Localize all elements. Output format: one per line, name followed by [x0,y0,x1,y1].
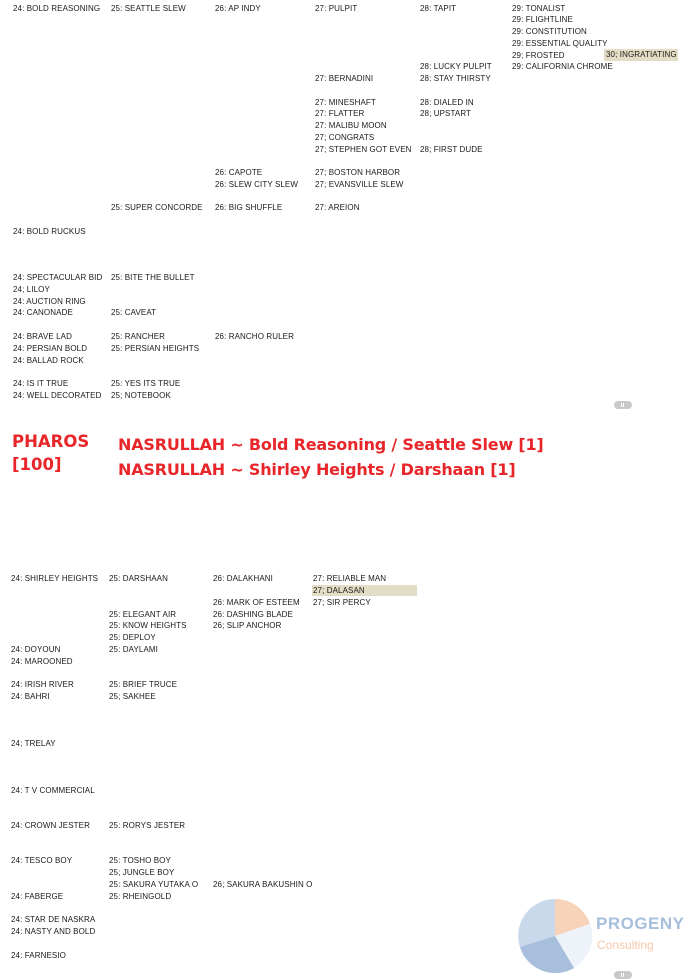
gen27-entry: 27: PULPIT [315,4,358,13]
gen25-entry: 25; SAKHEE [109,692,156,701]
gen25-entry: 25: RORYS JESTER [109,821,186,830]
gen27-entry: 27; STEPHEN GOT EVEN [315,145,412,154]
gen25-entry: 25: DARSHAAN [109,574,168,583]
gen24-entry: 24: CROWN JESTER [11,821,90,830]
gen29-entry: 29: FLIGHTLINE [512,15,573,24]
gen27-entry: 27; EVANSVILLE SLEW [315,180,404,189]
gen25-entry: 25: BRIEF TRUCE [109,680,178,689]
gen27-entry: 27; SIR PERCY [313,598,371,607]
gen29-entry: 29; FROSTED [512,51,565,60]
gen28-entry: 28: STAY THIRSTY [420,74,491,83]
gen27-entry: 27; CONGRATS [315,133,375,142]
gen25-entry: 25: KNOW HEIGHTS [109,621,187,630]
pharos-heading [12,430,89,476]
gen24-entry: 24: FABERGE [11,892,64,901]
gen24-entry: 24: MAROONED [11,657,73,666]
gen25-entry: 25; NOTEBOOK [111,391,171,400]
gen24-entry: 24: BALLAD ROCK [13,356,84,365]
gen28-entry: 28: TAPIT [420,4,457,13]
gen24-entry: 24: T V COMMERCIAL [11,786,95,795]
gen24-entry: 24: BOLD RUCKUS [13,227,86,236]
gen25-entry: 25: SEATTLE SLEW [111,4,186,13]
gen28-entry: 28; FIRST DUDE [420,145,483,154]
logo-subtitle: Consulting [597,938,654,952]
gen27-entry: 27: AREION [315,203,360,212]
gen29-entry: 29: ESSENTIAL QUALITY [512,39,608,48]
gen27-entry: 27: FLATTER [315,109,365,118]
gen24-entry: 24: DOYOUN [11,645,61,654]
gen25-entry: 25: DAYLAMI [109,645,158,654]
gen26-entry: 26: DALAKHANI [213,574,273,583]
cross-heading-1: NASRULLAH ~ Bold Reasoning / Seattle Slew [1] [118,435,544,454]
gen24-entry: 24: IS IT TRUE [13,379,69,388]
gen25-entry: 25: ELEGANT AIR [109,610,177,619]
gen27-entry: 27: RELIABLE MAN [313,574,387,583]
gen27-entry: 27: MINESHAFT [315,98,376,107]
gen25-entry: 25: BITE THE BULLET [111,273,195,282]
gen25-entry: 25: PERSIAN HEIGHTS [111,344,200,353]
gen28-entry: 28; UPSTART [420,109,472,118]
gen24-entry: 24: BOLD REASONING [13,4,101,13]
gen25-entry: 25: CAVEAT [111,308,157,317]
gen27-entry-highlighted [312,585,417,596]
gen28-entry: 28: LUCKY PULPIT [420,62,492,71]
gen24-entry: 24: CANONADE [13,308,73,317]
page-marker-icon [614,971,632,979]
gen24-entry: 24: IRISH RIVER [11,680,74,689]
gen29-entry: 29: CALIFORNIA CHROME [512,62,613,71]
gen24-entry: 24: SHIRLEY HEIGHTS [11,574,99,583]
cross-heading-2: NASRULLAH ~ Shirley Heights / Darshaan [1] [118,460,516,479]
logo-wordmark: PROGENY [596,914,685,933]
gen26-entry: 26; SLIP ANCHOR [213,621,282,630]
gen24-entry: 24: NASTY AND BOLD [11,927,96,936]
gen24-entry: 24: TESCO BOY [11,856,73,865]
gen24-entry: 24: STAR DE NASKRA [11,915,96,924]
gen25-entry: 25; JUNGLE BOY [109,868,175,877]
gen25-entry: 25: SUPER CONCORDE [111,203,203,212]
pharos-number: [100] [12,455,62,474]
gen25-entry: 25: DEPLOY [109,633,156,642]
gen24-entry: 24: PERSIAN BOLD [13,344,88,353]
gen24-entry: 24; TRELAY [11,739,56,748]
gen27-highlight-text: 27; DALASAN [312,585,417,596]
gen25-entry: 25: TOSHO BOY [109,856,171,865]
gen25-entry: 25: RANCHER [111,332,166,341]
gen24-entry: 24: BRAVE LAD [13,332,72,341]
gen26-entry: 26: MARK OF ESTEEM [213,598,300,607]
gen24-entry: 24: WELL DECORATED [13,391,102,400]
gen26-entry: 26: BIG SHUFFLE [215,203,283,212]
pharos-title: PHAROS [12,432,90,451]
gen27-entry: 27: MALIBU MOON [315,121,387,130]
gen29-entry: 29: TONALIST [512,4,566,13]
gen26-entry: 26; SAKURA BAKUSHIN O [213,880,313,889]
gen26-entry: 26: RANCHO RULER [215,332,294,341]
gen24-entry: 24: SPECTACULAR BID [13,273,103,282]
gen29-entry: 29: CONSTITUTION [512,27,587,36]
gen24-entry: 24: AUCTION RING [13,297,86,306]
gen26-entry: 26: CAPOTE [215,168,263,177]
gen25-entry: 25: YES ITS TRUE [111,379,181,388]
gen30-entry-highlighted: 30; INGRATIATING [606,50,677,59]
page-marker-icon [614,401,632,409]
gen26-entry: 26: AP INDY [215,4,261,13]
gen24-entry: 24: FARNESIO [11,951,66,960]
gen26-entry: 26: DASHING BLADE [213,610,293,619]
gen27-entry: 27; BOSTON HARBOR [315,168,401,177]
gen27-entry: 27: BERNADINI [315,74,374,83]
gen24-entry: 24; LILOY [13,285,50,294]
gen28-entry: 28: DIALED IN [420,98,474,107]
progeny-logo-icon [516,897,594,975]
gen24-entry: 24: BAHRI [11,692,50,701]
gen25-entry: 25: SAKURA YUTAKA O [109,880,199,889]
gen26-entry: 26: SLEW CITY SLEW [215,180,299,189]
gen25-entry: 25: RHEINGOLD [109,892,172,901]
